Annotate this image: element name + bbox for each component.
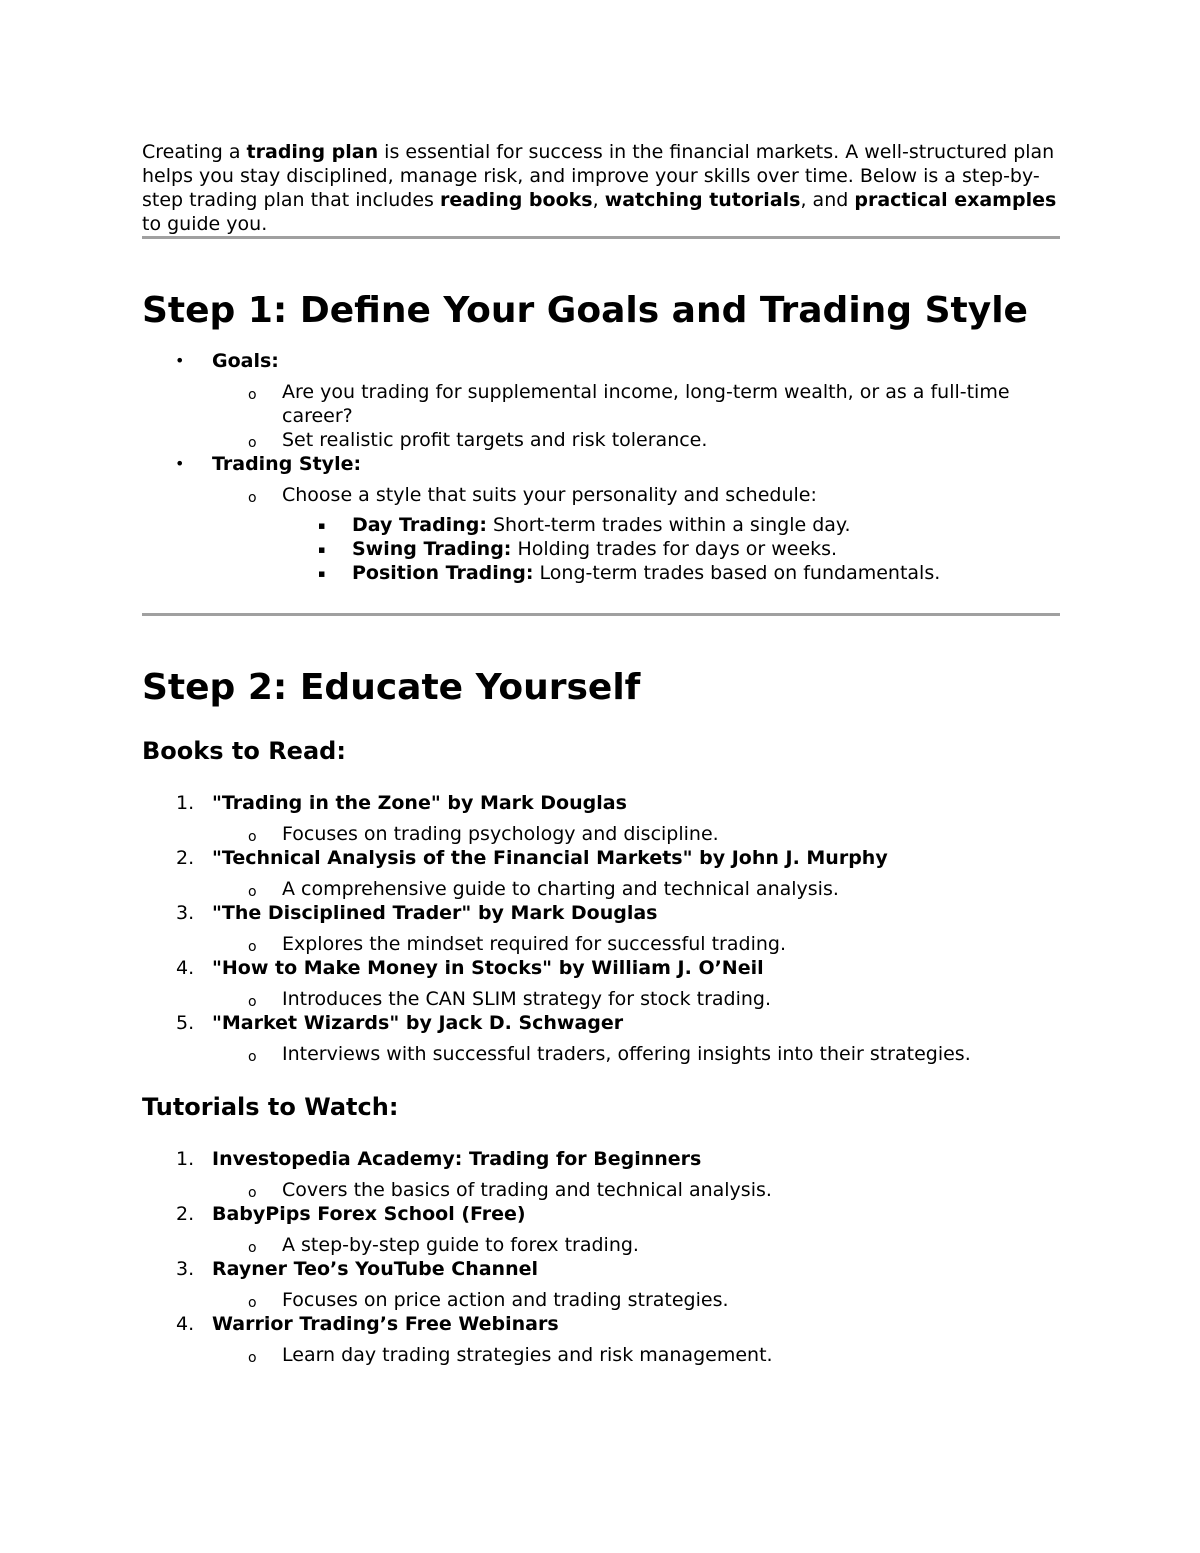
book-item [142, 956, 1060, 980]
book-title: "How to Make Money in Stocks" by William J. O’Neil [212, 957, 764, 979]
book-title: "Trading in the Zone" by Mark Douglas [212, 792, 627, 814]
tutorial-item [142, 1147, 1060, 1171]
goals-label: Goals: [212, 350, 279, 372]
list-item-day-trading [142, 513, 1060, 537]
tutorial-title: Warrior Trading’s Free Webinars [212, 1313, 559, 1335]
style-desc: Long-term trades based on fundamentals. [533, 562, 941, 584]
book-note [142, 932, 1060, 956]
tutorial-note [142, 1233, 1060, 1257]
books-heading: Books to Read: [142, 737, 346, 765]
document-page [142, 140, 1060, 1367]
book-note-text: Explores the mindset required for successful trading. [282, 933, 786, 955]
trading-style-label: Trading Style: [212, 453, 362, 475]
style-name: Day Trading: [352, 514, 487, 536]
book-title: "The Disciplined Trader" by Mark Douglas [212, 902, 658, 924]
book-note-text: Focuses on trading psychology and discipline. [282, 823, 719, 845]
book-note-text: A comprehensive guide to charting and technical analysis. [282, 878, 839, 900]
style-desc: Short-term trades within a single day. [486, 514, 851, 536]
tutorial-note [142, 1343, 1060, 1367]
list-number: 2. [176, 847, 195, 869]
bullet-circle-icon: o [248, 939, 257, 955]
tutorial-note-text: A step-by-step guide to forex trading. [282, 1234, 639, 1256]
tutorial-item [142, 1257, 1060, 1281]
goals-item-2: Set realistic profit targets and risk tolerance. [282, 429, 708, 451]
style-name: Swing Trading: [352, 538, 512, 560]
book-item [142, 791, 1060, 815]
intro-paragraph [142, 140, 1060, 236]
intro-text-3: , [592, 189, 605, 211]
book-item [142, 901, 1060, 925]
tutorial-note [142, 1178, 1060, 1202]
goals-item-1: Are you trading for supplemental income, long-term wealth, or as a full-time career? [282, 381, 1010, 427]
bullet-circle-icon: o [248, 1185, 257, 1201]
bullet-square-icon: ▪ [318, 567, 326, 580]
tutorial-note-text: Focuses on price action and trading strategies. [282, 1289, 729, 1311]
list-number: 4. [176, 1313, 195, 1335]
bullet-circle-icon: o [248, 1295, 257, 1311]
bullet-square-icon: ▪ [318, 543, 326, 556]
list-number: 4. [176, 957, 195, 979]
style-intro: Choose a style that suits your personality and schedule: [282, 484, 817, 506]
tutorial-note [142, 1288, 1060, 1312]
book-note [142, 987, 1060, 1011]
book-note [142, 877, 1060, 901]
book-note [142, 822, 1060, 846]
books-list [142, 791, 1060, 1066]
list-number: 1. [176, 1148, 195, 1170]
intro-text-5: to guide you. [142, 213, 268, 235]
step1-list [142, 349, 1060, 585]
bullet-circle-icon: o [248, 387, 257, 403]
style-name: Position Trading: [352, 562, 534, 584]
tutorial-title: BabyPips Forex School (Free) [212, 1203, 526, 1225]
list-item-position-trading [142, 561, 1060, 585]
list-item [142, 380, 1060, 428]
tutorial-note-text: Covers the basics of trading and technical analysis. [282, 1179, 772, 1201]
tutorial-title: Rayner Teo’s YouTube Channel [212, 1258, 539, 1280]
list-item-goals [142, 349, 1060, 373]
list-number: 3. [176, 902, 195, 924]
list-number: 5. [176, 1012, 195, 1034]
list-number: 1. [176, 792, 195, 814]
section-divider [142, 613, 1060, 616]
bullet-circle-icon: o [248, 490, 257, 506]
tutorial-note-text: Learn day trading strategies and risk management. [282, 1344, 773, 1366]
step2-title: Step 2: Educate Yourself [142, 667, 641, 708]
list-item [142, 483, 1060, 507]
section-divider [142, 236, 1060, 239]
book-note-text: Introduces the CAN SLIM strategy for stock trading. [282, 988, 772, 1010]
intro-bold-practical-examples: practical examples [854, 189, 1057, 211]
list-item [142, 428, 1060, 452]
bullet-circle-icon: o [248, 884, 257, 900]
book-item [142, 1011, 1060, 1035]
intro-text-1: Creating a [142, 141, 247, 163]
bullet-circle-icon: o [248, 994, 257, 1010]
style-desc: Holding trades for days or weeks. [511, 538, 838, 560]
list-item-trading-style [142, 452, 1060, 476]
tutorial-item [142, 1312, 1060, 1336]
book-note-text: Interviews with successful traders, offering insights into their strategies. [282, 1043, 971, 1065]
bullet-circle-icon: o [248, 1350, 257, 1366]
tutorials-heading: Tutorials to Watch: [142, 1093, 399, 1121]
bullet-circle-icon: o [248, 1240, 257, 1256]
step1-title: Step 1: Define Your Goals and Trading Style [142, 290, 1028, 331]
tutorials-list [142, 1147, 1060, 1367]
list-item-swing-trading [142, 537, 1060, 561]
intro-bold-watching-tutorials: watching tutorials [604, 189, 801, 211]
bullet-disc-icon: • [175, 351, 185, 370]
intro-text-4: , and [800, 189, 855, 211]
intro-text-2: is essential for success in the financial markets. A well-structured plan helps you stay disciplined, manage risk, and improve your skills over time. Below is a step-by-step trading plan that includes [142, 141, 1055, 211]
book-item [142, 846, 1060, 870]
bullet-circle-icon: o [248, 435, 257, 451]
tutorial-item [142, 1202, 1060, 1226]
bullet-disc-icon: • [175, 454, 185, 473]
bullet-square-icon: ▪ [318, 519, 326, 532]
list-number: 3. [176, 1258, 195, 1280]
book-note [142, 1042, 1060, 1066]
list-number: 2. [176, 1203, 195, 1225]
bullet-circle-icon: o [248, 829, 257, 845]
book-title: "Market Wizards" by Jack D. Schwager [212, 1012, 624, 1034]
intro-bold-trading-plan: trading plan [246, 141, 379, 163]
tutorial-title: Investopedia Academy: Trading for Beginners [212, 1148, 702, 1170]
intro-bold-reading-books: reading books [440, 189, 593, 211]
bullet-circle-icon: o [248, 1049, 257, 1065]
book-title: "Technical Analysis of the Financial Markets" by John J. Murphy [212, 847, 888, 869]
